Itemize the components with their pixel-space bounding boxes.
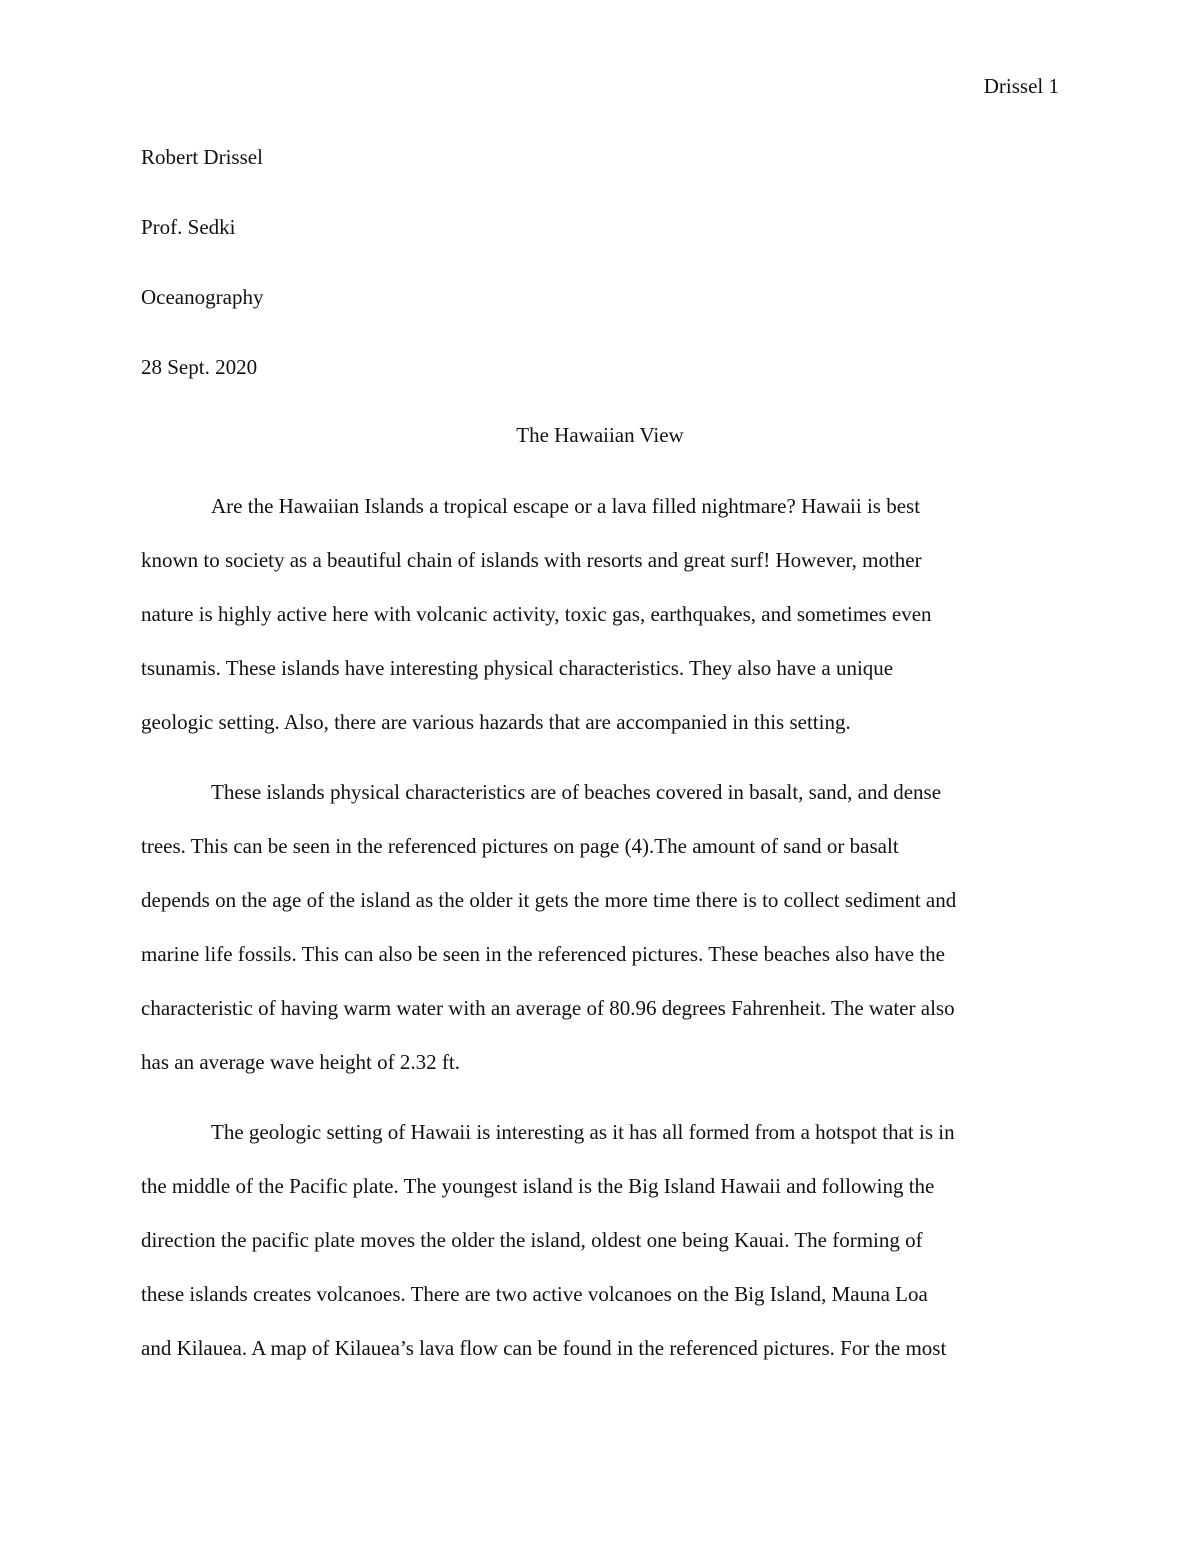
- paragraph-line: geologic setting. Also, there are various hazards that are accompanied in this setting.: [141, 710, 851, 734]
- essay-title: The Hawaiian View: [516, 423, 684, 447]
- paragraph-line: direction the pacific plate moves the older the island, oldest one being Kauai. The forming of: [141, 1228, 923, 1252]
- paragraph: [141, 494, 1059, 764]
- paragraph-line: tsunamis. These islands have interesting physical characteristics. They also have a unique: [141, 656, 894, 680]
- paragraph-line: the middle of the Pacific plate. The youngest island is the Big Island Hawaii and following the: [141, 1174, 935, 1198]
- instructor-name: Prof. Sedki: [141, 215, 236, 239]
- paragraph: [141, 780, 1059, 1104]
- paragraph: [141, 1120, 1059, 1390]
- submission-date: 28 Sept. 2020: [141, 355, 258, 379]
- paragraph-line: marine life fossils. This can also be seen in the referenced pictures. These beaches also have the: [141, 942, 945, 966]
- paragraph-line: and Kilauea. A map of Kilauea’s lava flow can be found in the referenced pictures. For the most: [141, 1336, 947, 1360]
- paragraph-line: The geologic setting of Hawaii is interesting as it has all formed from a hotspot that is in: [211, 1120, 955, 1144]
- paragraph-line: depends on the age of the island as the older it gets the more time there is to collect sediment and: [141, 888, 957, 912]
- running-head-page-number: Drissel 1: [983, 74, 1059, 98]
- paragraph-line: characteristic of having warm water with an average of 80.96 degrees Fahrenheit. The water also: [141, 996, 955, 1020]
- paragraph-line: Are the Hawaiian Islands a tropical escape or a lava filled nightmare? Hawaii is best: [211, 494, 921, 518]
- essay-body: [141, 494, 1059, 1406]
- mla-heading: [141, 145, 1059, 425]
- paragraph-line: trees. This can be seen in the referenced pictures on page (4).The amount of sand or basalt: [141, 834, 899, 858]
- author-name: Robert Drissel: [141, 145, 263, 169]
- paragraph-line: these islands creates volcanoes. There are two active volcanoes on the Big Island, Mauna Loa: [141, 1282, 928, 1306]
- course-name: Oceanography: [141, 285, 264, 309]
- paragraph-line: has an average wave height of 2.32 ft.: [141, 1050, 460, 1074]
- paragraph-line: These islands physical characteristics are of beaches covered in basalt, sand, and dense: [211, 780, 942, 804]
- paragraph-line: known to society as a beautiful chain of islands with resorts and great surf! However, mother: [141, 548, 922, 572]
- paragraph-line: nature is highly active here with volcanic activity, toxic gas, earthquakes, and sometimes even: [141, 602, 932, 626]
